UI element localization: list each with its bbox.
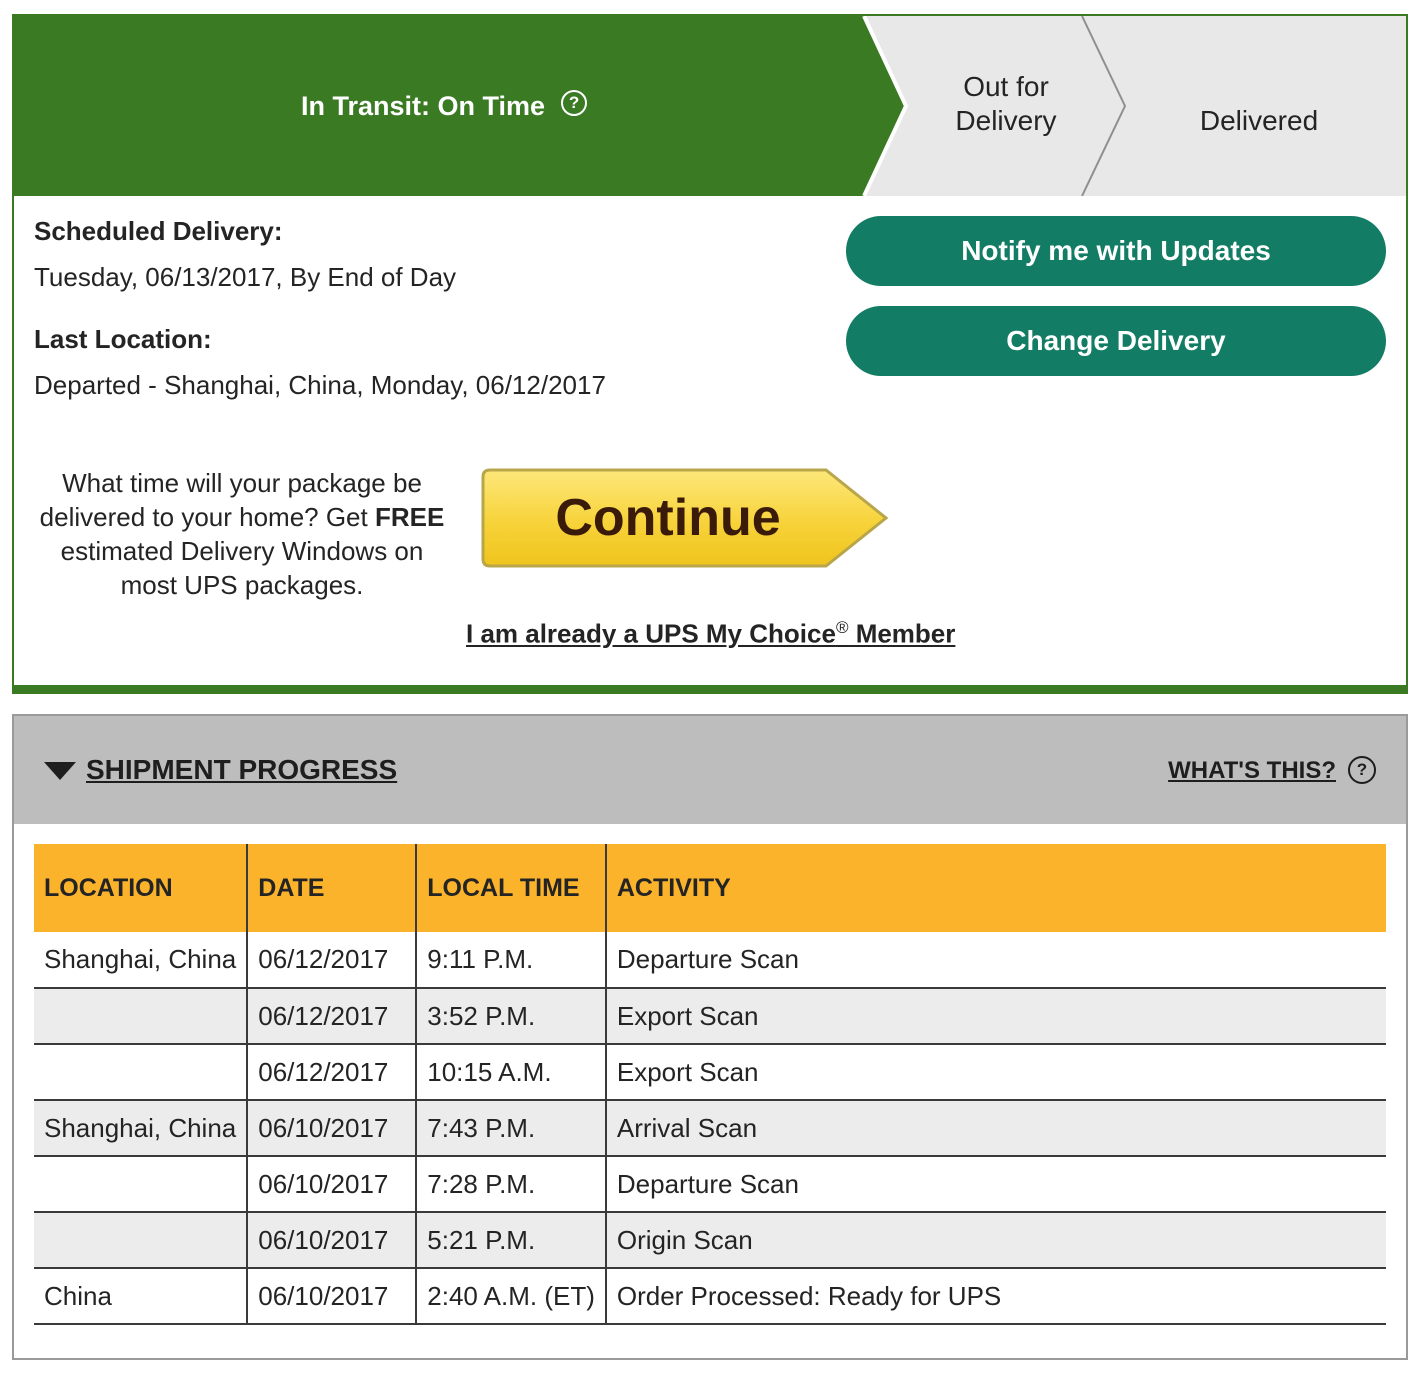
cell-activity: Export Scan <box>606 988 1386 1044</box>
cell-date: 06/10/2017 <box>247 1212 416 1268</box>
cell-time: 3:52 P.M. <box>416 988 606 1044</box>
promo-text-after: estimated Delivery Windows on most UPS packages. <box>60 536 424 600</box>
step-in-transit <box>14 16 874 196</box>
cell-time: 2:40 A.M. (ET) <box>416 1268 606 1324</box>
my-choice-member-link[interactable] <box>466 618 955 650</box>
continue-label: Continue <box>555 489 781 547</box>
cell-date: 06/10/2017 <box>247 1100 416 1156</box>
cell-time: 7:43 P.M. <box>416 1100 606 1156</box>
shipment-activity-table <box>34 844 1386 1325</box>
column-activity: ACTIVITY <box>606 844 1386 932</box>
column-date: DATE <box>247 844 416 932</box>
scheduled-delivery-heading: Scheduled Delivery: <box>34 216 283 246</box>
table-row <box>34 1044 1386 1100</box>
cell-time: 7:28 P.M. <box>416 1156 606 1212</box>
promo-text-before: What time will your package be delivered to your home? Get <box>39 468 422 532</box>
cell-activity: Departure Scan <box>606 932 1386 988</box>
cell-time: 9:11 P.M. <box>416 932 606 988</box>
shipment-progress-header[interactable] <box>14 716 1406 824</box>
table-row <box>34 1212 1386 1268</box>
step-out-for-delivery <box>926 70 1086 138</box>
cell-date: 06/12/2017 <box>247 988 416 1044</box>
cell-location <box>34 1044 247 1100</box>
cell-activity: Export Scan <box>606 1044 1386 1100</box>
shipment-progress-title[interactable]: SHIPMENT PROGRESS <box>86 754 398 785</box>
triangle-down-icon[interactable] <box>44 762 76 780</box>
continue-button[interactable] <box>480 467 890 569</box>
delivery-progress-tracker <box>14 16 1406 196</box>
cell-location <box>34 1212 247 1268</box>
cell-location <box>34 988 247 1044</box>
promo-text-bold: FREE <box>374 502 445 532</box>
whats-this-link[interactable]: WHAT'S THIS? <box>1168 757 1336 784</box>
cell-activity: Origin Scan <box>606 1212 1386 1268</box>
question-circle-icon[interactable]: ? <box>1348 756 1376 784</box>
cell-activity: Departure Scan <box>606 1156 1386 1212</box>
cell-date: 06/10/2017 <box>247 1268 416 1324</box>
cell-activity: Order Processed: Ready for UPS <box>606 1268 1386 1324</box>
table-row <box>34 1268 1386 1324</box>
shipment-progress-panel <box>12 714 1408 1360</box>
cell-time: 10:15 A.M. <box>416 1044 606 1100</box>
table-row <box>34 988 1386 1044</box>
question-circle-icon[interactable]: ? <box>561 90 587 116</box>
last-location-heading: Last Location: <box>34 324 212 354</box>
cell-location: China <box>34 1268 247 1324</box>
cell-date: 06/10/2017 <box>247 1156 416 1212</box>
notify-updates-button[interactable]: Notify me with Updates <box>846 216 1386 286</box>
member-link-text: I am already a UPS My Choice <box>466 618 836 649</box>
step-delivered: Delivered <box>1199 105 1319 136</box>
cell-time: 5:21 P.M. <box>416 1212 606 1268</box>
table-row <box>34 1156 1386 1212</box>
delivery-status-card <box>12 14 1408 694</box>
cell-date: 06/12/2017 <box>247 932 416 988</box>
column-local-time: LOCAL TIME <box>416 844 606 932</box>
step-in-transit-label: In Transit: On Time <box>300 90 546 121</box>
last-location-value: Departed - Shanghai, China, Monday, 06/12/2017 <box>34 370 606 400</box>
member-link-suffix: Member <box>848 618 956 649</box>
step-out-label-line2: Delivery <box>955 105 1057 136</box>
table-header-row <box>34 844 1386 932</box>
table-row <box>34 932 1386 988</box>
change-delivery-button[interactable]: Change Delivery <box>846 306 1386 376</box>
column-location: LOCATION <box>34 844 247 932</box>
cell-location: Shanghai, China <box>34 1100 247 1156</box>
cell-location: Shanghai, China <box>34 932 247 988</box>
cell-location <box>34 1156 247 1212</box>
cell-date: 06/12/2017 <box>247 1044 416 1100</box>
cell-activity: Arrival Scan <box>606 1100 1386 1156</box>
step-out-label-line1: Out for <box>963 71 1049 102</box>
scheduled-delivery-value: Tuesday, 06/13/2017, By End of Day <box>34 262 457 292</box>
table-row <box>34 1100 1386 1156</box>
registered-mark: ® <box>835 618 849 637</box>
delivery-window-promo <box>32 466 452 602</box>
